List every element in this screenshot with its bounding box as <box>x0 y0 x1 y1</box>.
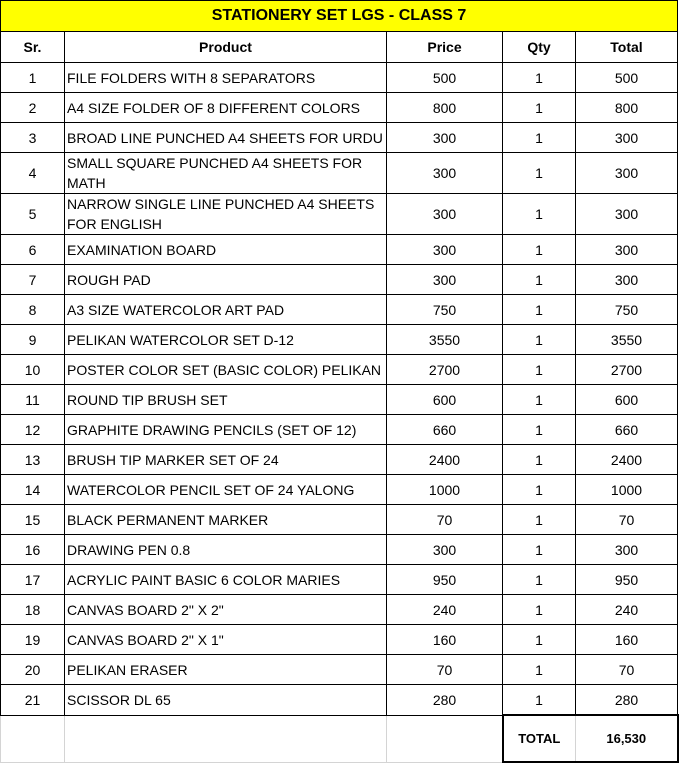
cell-total[interactable]: 800 <box>576 93 678 123</box>
table-row <box>1 655 678 685</box>
cell-qty[interactable]: 1 <box>503 265 576 295</box>
cell-total[interactable]: 70 <box>576 505 678 535</box>
cell-sr[interactable]: 3 <box>1 123 65 153</box>
table-row <box>1 153 678 194</box>
header-product[interactable]: Product <box>65 32 387 63</box>
table-row <box>1 93 678 123</box>
cell-qty[interactable]: 1 <box>503 355 576 385</box>
cell-price[interactable]: 70 <box>387 505 503 535</box>
cell-qty[interactable]: 1 <box>503 123 576 153</box>
table-row <box>1 63 678 93</box>
cell-product[interactable]: WATERCOLOR PENCIL SET OF 24 YALONG <box>65 475 387 505</box>
cell-sr[interactable]: 6 <box>1 235 65 265</box>
cell-total[interactable]: 240 <box>576 595 678 625</box>
cell-price[interactable]: 750 <box>387 295 503 325</box>
empty-cell[interactable] <box>387 715 503 762</box>
cell-price[interactable]: 660 <box>387 415 503 445</box>
cell-price[interactable]: 280 <box>387 685 503 716</box>
empty-cell[interactable] <box>65 715 387 762</box>
cell-price[interactable]: 2700 <box>387 355 503 385</box>
table-row <box>1 385 678 415</box>
cell-product[interactable]: FILE FOLDERS WITH 8 SEPARATORS <box>65 63 387 93</box>
cell-total[interactable]: 3550 <box>576 325 678 355</box>
header-sr[interactable]: Sr. <box>1 32 65 63</box>
cell-sr[interactable]: 11 <box>1 385 65 415</box>
table-row <box>1 535 678 565</box>
empty-cell[interactable] <box>1 715 65 762</box>
table-row <box>1 123 678 153</box>
cell-qty[interactable]: 1 <box>503 194 576 235</box>
cell-price[interactable]: 160 <box>387 625 503 655</box>
cell-product[interactable]: SCISSOR DL 65 <box>65 685 387 716</box>
cell-sr[interactable]: 7 <box>1 265 65 295</box>
cell-price[interactable]: 240 <box>387 595 503 625</box>
cell-price[interactable]: 300 <box>387 123 503 153</box>
cell-qty[interactable]: 1 <box>503 685 576 716</box>
cell-product[interactable]: A4 SIZE FOLDER OF 8 DIFFERENT COLORS <box>65 93 387 123</box>
cell-sr[interactable]: 2 <box>1 93 65 123</box>
cell-total[interactable]: 500 <box>576 63 678 93</box>
cell-sr[interactable]: 20 <box>1 655 65 685</box>
cell-qty[interactable]: 1 <box>503 415 576 445</box>
cell-price[interactable]: 300 <box>387 265 503 295</box>
summary-row <box>1 715 678 762</box>
cell-price[interactable]: 2400 <box>387 445 503 475</box>
cell-total[interactable]: 300 <box>576 265 678 295</box>
cell-qty[interactable]: 1 <box>503 445 576 475</box>
cell-sr[interactable]: 12 <box>1 415 65 445</box>
cell-price[interactable]: 300 <box>387 153 503 194</box>
cell-total[interactable]: 300 <box>576 153 678 194</box>
grand-total-value[interactable]: 16,530 <box>576 715 678 762</box>
cell-qty[interactable]: 1 <box>503 625 576 655</box>
cell-qty[interactable]: 1 <box>503 325 576 355</box>
cell-sr[interactable]: 19 <box>1 625 65 655</box>
cell-sr[interactable]: 16 <box>1 535 65 565</box>
cell-sr[interactable]: 1 <box>1 63 65 93</box>
cell-total[interactable]: 950 <box>576 565 678 595</box>
cell-product[interactable]: A3 SIZE WATERCOLOR ART PAD <box>65 295 387 325</box>
cell-qty[interactable]: 1 <box>503 63 576 93</box>
table-row <box>1 355 678 385</box>
table-row <box>1 505 678 535</box>
cell-total[interactable]: 160 <box>576 625 678 655</box>
cell-product[interactable]: ROUGH PAD <box>65 265 387 295</box>
cell-total[interactable]: 750 <box>576 295 678 325</box>
table-row <box>1 194 678 235</box>
cell-total[interactable]: 70 <box>576 655 678 685</box>
cell-qty[interactable]: 1 <box>503 153 576 194</box>
cell-price[interactable]: 300 <box>387 194 503 235</box>
cell-total[interactable]: 280 <box>576 685 678 716</box>
cell-product[interactable]: PELIKAN WATERCOLOR SET D-12 <box>65 325 387 355</box>
cell-sr[interactable]: 8 <box>1 295 65 325</box>
table-row <box>1 625 678 655</box>
cell-price[interactable]: 600 <box>387 385 503 415</box>
cell-product[interactable]: EXAMINATION BOARD <box>65 235 387 265</box>
table-row <box>1 685 678 716</box>
cell-sr[interactable]: 14 <box>1 475 65 505</box>
cell-qty[interactable]: 1 <box>503 235 576 265</box>
cell-total[interactable]: 300 <box>576 535 678 565</box>
header-total[interactable]: Total <box>576 32 678 63</box>
cell-product[interactable]: BLACK PERMANENT MARKER <box>65 505 387 535</box>
cell-price[interactable]: 3550 <box>387 325 503 355</box>
cell-sr[interactable]: 9 <box>1 325 65 355</box>
table-row <box>1 565 678 595</box>
cell-price[interactable]: 950 <box>387 565 503 595</box>
cell-product[interactable]: SMALL SQUARE PUNCHED A4 SHEETS FOR MATH <box>65 153 387 194</box>
cell-qty[interactable]: 1 <box>503 385 576 415</box>
cell-qty[interactable]: 1 <box>503 655 576 685</box>
cell-price[interactable]: 800 <box>387 93 503 123</box>
cell-sr[interactable]: 21 <box>1 685 65 716</box>
cell-sr[interactable]: 15 <box>1 505 65 535</box>
cell-price[interactable]: 300 <box>387 235 503 265</box>
cell-total[interactable]: 600 <box>576 385 678 415</box>
cell-product[interactable]: ROUND TIP BRUSH SET <box>65 385 387 415</box>
table-row <box>1 415 678 445</box>
cell-product[interactable]: ACRYLIC PAINT BASIC 6 COLOR MARIES <box>65 565 387 595</box>
cell-sr[interactable]: 13 <box>1 445 65 475</box>
cell-qty[interactable]: 1 <box>503 595 576 625</box>
cell-price[interactable]: 70 <box>387 655 503 685</box>
cell-total[interactable]: 1000 <box>576 475 678 505</box>
grand-total-label[interactable]: TOTAL <box>503 715 576 762</box>
cell-total[interactable]: 300 <box>576 194 678 235</box>
cell-product[interactable]: CANVAS BOARD 2" X 2" <box>65 595 387 625</box>
table-row <box>1 295 678 325</box>
header-row <box>1 32 678 63</box>
cell-product[interactable]: GRAPHITE DRAWING PENCILS (SET OF 12) <box>65 415 387 445</box>
cell-price[interactable]: 500 <box>387 63 503 93</box>
table-row <box>1 445 678 475</box>
cell-total[interactable]: 2400 <box>576 445 678 475</box>
sheet-title[interactable]: STATIONERY SET LGS - CLASS 7 <box>1 1 678 32</box>
cell-price[interactable]: 1000 <box>387 475 503 505</box>
cell-product[interactable]: CANVAS BOARD 2" X 1" <box>65 625 387 655</box>
table-row <box>1 475 678 505</box>
cell-product[interactable]: PELIKAN ERASER <box>65 655 387 685</box>
cell-total[interactable]: 2700 <box>576 355 678 385</box>
cell-product[interactable]: BRUSH TIP MARKER SET OF 24 <box>65 445 387 475</box>
cell-qty[interactable]: 1 <box>503 535 576 565</box>
cell-total[interactable]: 300 <box>576 123 678 153</box>
cell-qty[interactable]: 1 <box>503 565 576 595</box>
cell-sr[interactable]: 10 <box>1 355 65 385</box>
cell-sr[interactable]: 17 <box>1 565 65 595</box>
table-row <box>1 235 678 265</box>
cell-qty[interactable]: 1 <box>503 295 576 325</box>
cell-product[interactable]: BROAD LINE PUNCHED A4 SHEETS FOR URDU <box>65 123 387 153</box>
cell-product[interactable]: POSTER COLOR SET (BASIC COLOR) PELIKAN <box>65 355 387 385</box>
cell-sr[interactable]: 5 <box>1 194 65 235</box>
cell-price[interactable]: 300 <box>387 535 503 565</box>
cell-product[interactable]: NARROW SINGLE LINE PUNCHED A4 SHEETS FOR ENGLISH <box>65 194 387 235</box>
cell-qty[interactable]: 1 <box>503 475 576 505</box>
table-row <box>1 595 678 625</box>
cell-qty[interactable]: 1 <box>503 505 576 535</box>
header-qty[interactable]: Qty <box>503 32 576 63</box>
table-row <box>1 325 678 355</box>
cell-total[interactable]: 300 <box>576 235 678 265</box>
cell-sr[interactable]: 18 <box>1 595 65 625</box>
cell-product[interactable]: DRAWING PEN 0.8 <box>65 535 387 565</box>
cell-total[interactable]: 660 <box>576 415 678 445</box>
cell-sr[interactable]: 4 <box>1 153 65 194</box>
header-price[interactable]: Price <box>387 32 503 63</box>
cell-qty[interactable]: 1 <box>503 93 576 123</box>
table-row <box>1 265 678 295</box>
